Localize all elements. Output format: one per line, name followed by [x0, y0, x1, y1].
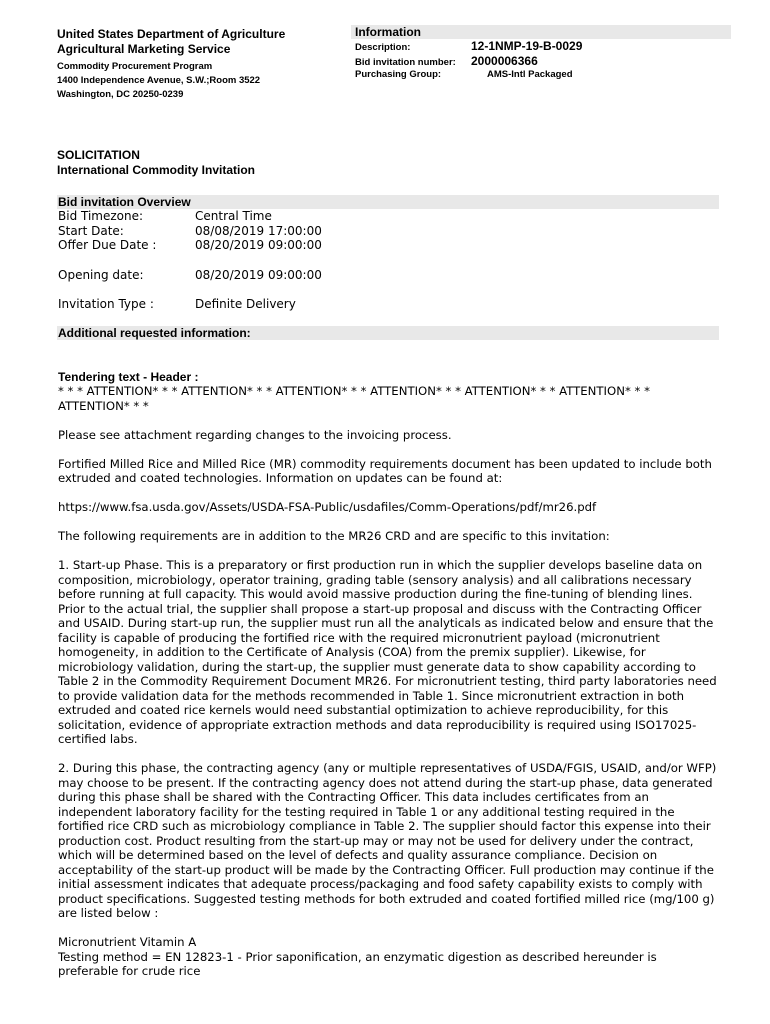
solicitation-title: SOLICITATION: [57, 148, 140, 162]
solicitation-subtitle: International Commodity Invitation: [57, 163, 256, 177]
information-heading: Information: [351, 25, 731, 39]
start-date-label: Start Date:: [58, 223, 124, 238]
additional-info-heading: Additional requested information:: [57, 326, 719, 340]
overview-block: [58, 209, 718, 253]
invitation-type-line: [58, 297, 718, 312]
crd-update-notice: Fortified Milled Rice and Milled Rice (MR) commodity requirements document has been updated to include both extruded and coated technologies. Information on updates can be found at:: [58, 456, 712, 485]
micronutrient-heading: Micronutrient Vitamin A: [58, 935, 197, 949]
purchasing-group-value: AMS-Intl Packaged: [487, 69, 573, 80]
agency-block: [57, 27, 347, 102]
timezone-row: [58, 209, 718, 224]
overview-heading: Bid invitation Overview: [57, 195, 719, 209]
invitation-type-label: Invitation Type :: [58, 297, 154, 311]
agency-service: Agricultural Marketing Service: [57, 42, 231, 56]
purchasing-group-label: Purchasing Group:: [355, 69, 442, 80]
agency-address-line2: Washington, DC 20250-0239: [57, 89, 184, 100]
start-date-row: [58, 224, 718, 239]
invitation-type-row: [58, 297, 718, 312]
opening-date-value: 08/20/2019 09:00:00: [195, 268, 322, 282]
opening-date-label: Opening date:: [58, 268, 144, 282]
invitation-type-value: Definite Delivery: [195, 297, 296, 311]
description-label: Description:: [355, 42, 411, 53]
start-date-value: 08/08/2019 17:00:00: [195, 223, 322, 238]
opening-date-line: [58, 268, 718, 283]
bid-number-row: [351, 54, 731, 69]
tendering-heading: Tendering text - Header :: [58, 370, 199, 384]
bid-number-label: Bid invitation number:: [355, 57, 456, 68]
testing-method-line: Testing method = EN 12823-1 - Prior saponification, an enzymatic digestion as described hereunder is preferable for crude rice: [58, 949, 657, 978]
contracting-agency-paragraph: 2. During this phase, the contracting agency (any or multiple representatives of USDA/FGIS, USAID, and/or WFP) may choose to be present. If the contracting agency does not attend during the start-up phase, data generated during this phase shall be shared with the Contracting Officer. This data includes certificates from an independent laboratory facility for the testing required in Table 1 or any additional testing required in the fortified rice CRD such as microbiology compliance in Table 2. The supplier should factor this expense into their production cost. Product resulting from the start-up may or may not be used for delivery under the contract, which will be determined based on the level of defects and quality assurance compliance. Decision on acceptability of the start-up product will be made by the Contracting Officer. Full production may continue if the initial assessment indicates that adequate process/packaging and food safety capability exists to comply with product specifications. Suggested testing methods for both extruded and coated fortified milled rice (mg/100 g) are listed below :: [58, 761, 717, 920]
description-value: 12-1NMP-19-B-0029: [471, 39, 583, 53]
startup-phase-paragraph: 1. Start-up Phase. This is a preparatory or first production run in which the supplier develops baseline data on composition, microbiology, operator training, grading table (sensory analysis) and all calibrations necessary before running at full capacity. This would avoid massive production during the fine-tuning of blending lines. Prior to the actual trial, the supplier shall propose a start-up proposal and discuss with the Contracting Officer and USAID. During start-up run, the supplier must run all the analyticals as indicated below and ensure that the facility is capable of producing the fortified rice with the required micronutrient payload (micronutrient homogeneity, in addition to the Certificate of Analysis (COA) from the premix supplier). Likewise, for microbiology validation, during the start-up, the supplier must generate data to show capability according to Table 2 in the Commodity Requirement Document MR26. For micronutrient testing, third party laboratories need to provide validation data for the methods recommended in Table 1. Since micronutrient extraction in both extruded and coated rice kernels would need substantial optimization to achieve reproducibility, for this solicitation, evidence of appropriate extraction methods and data reproducibility is required using ISO17025-certified labs.: [58, 558, 717, 746]
bid-number-value: 2000006366: [471, 54, 538, 68]
timezone-value: Central Time: [195, 209, 272, 223]
agency-program: Commodity Procurement Program: [57, 61, 213, 72]
crd-link[interactable]: https://www.fsa.usda.gov/Assets/USDA-FSA-Public/usdafiles/Comm-Operations/pdf/mr26.pdf: [58, 500, 597, 514]
tendering-text: [58, 384, 718, 979]
purchasing-group-row: [351, 69, 731, 84]
information-panel: [351, 25, 731, 84]
offer-due-value: 08/20/2019 09:00:00: [195, 238, 322, 252]
agency-name: United States Department of Agriculture: [57, 27, 286, 41]
description-row: [351, 39, 731, 54]
requirements-intro: The following requirements are in addition to the MR26 CRD and are specific to this invitation:: [58, 529, 610, 543]
timezone-label: Bid Timezone:: [58, 209, 144, 223]
agency-address-line1: 1400 Independence Avenue, S.W.;Room 3522: [57, 75, 261, 86]
solicitation-title-block: [57, 148, 255, 178]
opening-date-row: [58, 268, 718, 283]
offer-due-label: Offer Due Date :: [58, 238, 157, 252]
invoicing-notice: Please see attachment regarding changes to the invoicing process.: [58, 427, 452, 442]
offer-due-row: [58, 238, 718, 253]
attention-banner: * * * ATTENTION* * * ATTENTION* * * ATTENTION* * * ATTENTION* * * ATTENTION* * * ATTENTION* * * ATTENTION* * *: [58, 384, 650, 413]
